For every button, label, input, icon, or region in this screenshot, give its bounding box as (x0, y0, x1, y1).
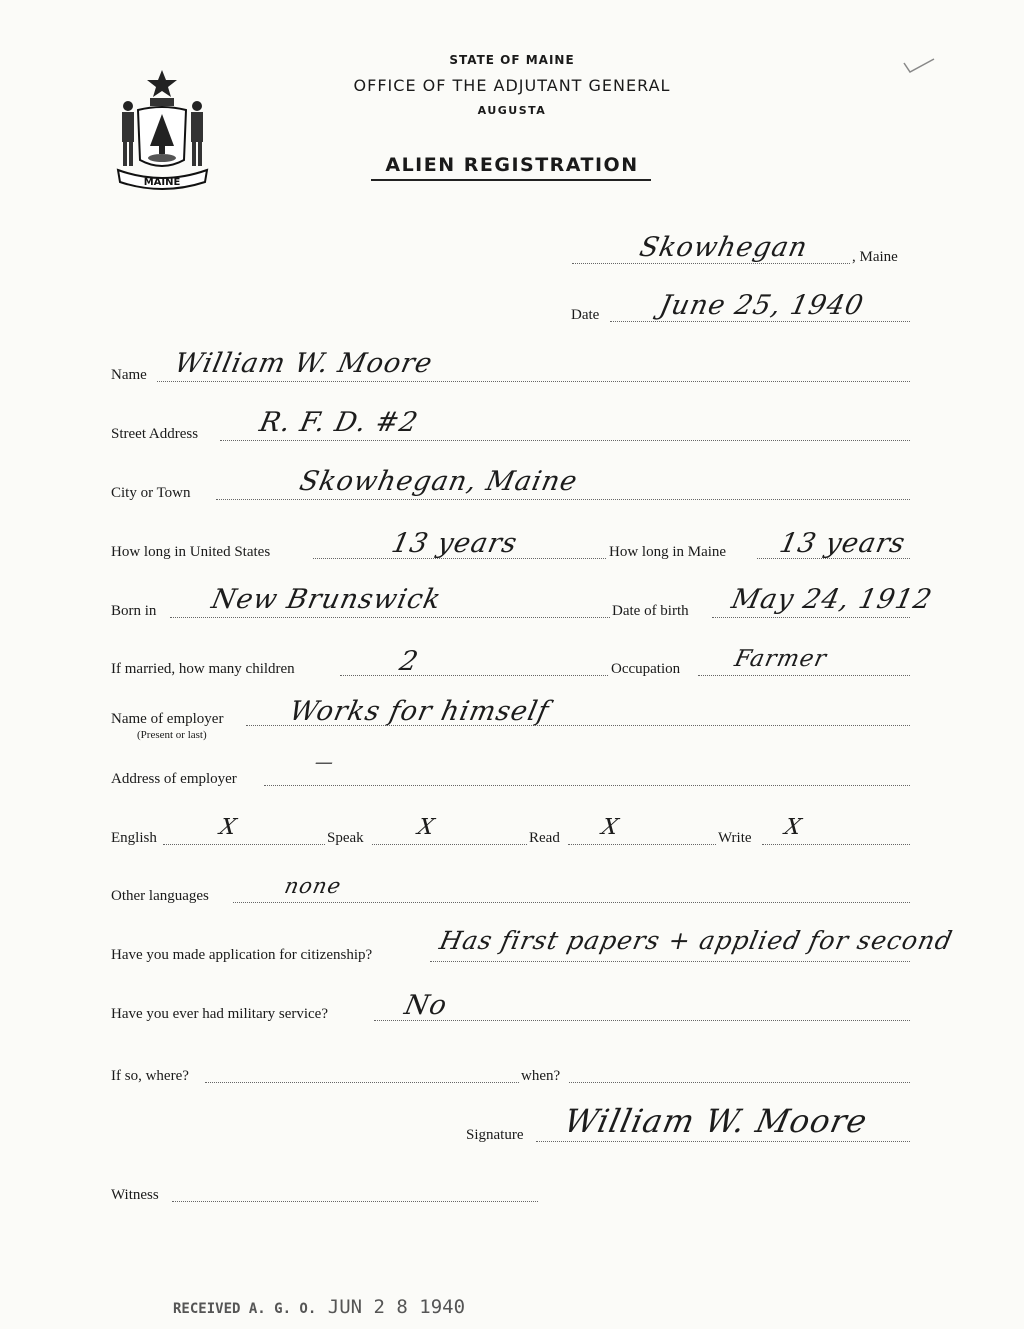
title-underline (371, 179, 651, 181)
read-label: Read (529, 830, 560, 846)
born-value: New Brunswick (208, 584, 445, 615)
speak-value: X (415, 815, 438, 840)
when-line (569, 1081, 910, 1083)
born-line (170, 616, 610, 618)
svg-text:MAINE: MAINE (143, 177, 181, 188)
how-long-maine-label: How long in Maine (609, 544, 727, 560)
place-value: Skowhegan (636, 232, 811, 263)
name-label: Name (111, 367, 147, 383)
english-label: English (111, 830, 157, 846)
received-stamp (173, 1296, 465, 1318)
occupation-line (698, 674, 910, 676)
form-title: ALIEN REGISTRATION (385, 154, 639, 176)
read-value: X (599, 815, 622, 840)
dob-line (712, 616, 910, 618)
write-value: X (782, 815, 805, 840)
occupation-label: Occupation (611, 661, 681, 677)
how-long-us-label: How long in United States (111, 544, 271, 560)
witness-line (172, 1200, 538, 1202)
citizenship-line (430, 960, 910, 962)
speak-label: Speak (327, 830, 364, 846)
name-value: William W. Moore (171, 348, 436, 379)
how-long-maine-value: 13 years (776, 528, 909, 559)
place-suffix: , Maine (852, 249, 898, 265)
write-label: Write (718, 830, 752, 846)
other-languages-label: Other languages (111, 888, 209, 904)
signature-value: William W. Moore (560, 1102, 872, 1140)
read-line (568, 843, 716, 845)
employer-address-label: Address of employer (111, 771, 237, 787)
other-languages-value: none (282, 874, 344, 898)
speak-line (372, 843, 527, 845)
received-stamp-label: RECEIVED A. G. O. (173, 1301, 317, 1317)
citizenship-label: Have you made application for citizenship? (111, 947, 373, 963)
check-mark-icon (902, 57, 936, 75)
street-line (220, 439, 910, 441)
header-state: STATE OF MAINE (449, 53, 575, 67)
received-stamp-date: JUN 2 8 1940 (327, 1296, 466, 1318)
military-line (374, 1019, 910, 1021)
children-label: If married, how many children (111, 661, 295, 677)
english-line (163, 843, 325, 845)
children-value: 2 (396, 646, 422, 677)
citizenship-value: Has first papers + applied for second (436, 926, 956, 955)
children-line (340, 674, 608, 676)
city-line (216, 498, 910, 500)
date-value: June 25, 1940 (656, 290, 867, 321)
header-office: OFFICE OF THE ADJUTANT GENERAL (353, 76, 671, 95)
signature-label: Signature (466, 1127, 524, 1143)
military-value: No (401, 990, 451, 1021)
born-label: Born in (111, 603, 157, 619)
military-label: Have you ever had military service? (111, 1006, 328, 1022)
when-label: when? (521, 1068, 561, 1084)
how-long-us-value: 13 years (388, 528, 521, 559)
employer-label: Name of employer (111, 711, 224, 727)
dob-label: Date of birth (612, 603, 689, 619)
city-label: City or Town (111, 485, 191, 501)
other-languages-line (233, 901, 910, 903)
dob-value: May 24, 1912 (728, 584, 936, 615)
city-value: Skowhegan, Maine (296, 466, 581, 497)
employer-value: Works for himself (286, 696, 553, 727)
employer-address-value: — (312, 752, 337, 773)
where-label: If so, where? (111, 1068, 189, 1084)
write-line (762, 843, 910, 845)
signature-line (536, 1140, 910, 1142)
employer-sublabel: (Present or last) (137, 729, 207, 741)
header-city: AUGUSTA (477, 104, 547, 117)
occupation-value: Farmer (732, 646, 830, 672)
english-value: X (217, 815, 240, 840)
date-label: Date (571, 307, 600, 323)
street-value: R. F. D. #2 (256, 407, 422, 438)
employer-address-line (264, 784, 910, 786)
name-line (157, 380, 910, 382)
street-label: Street Address (111, 426, 199, 442)
witness-label: Witness (111, 1187, 159, 1203)
where-line (205, 1081, 519, 1083)
